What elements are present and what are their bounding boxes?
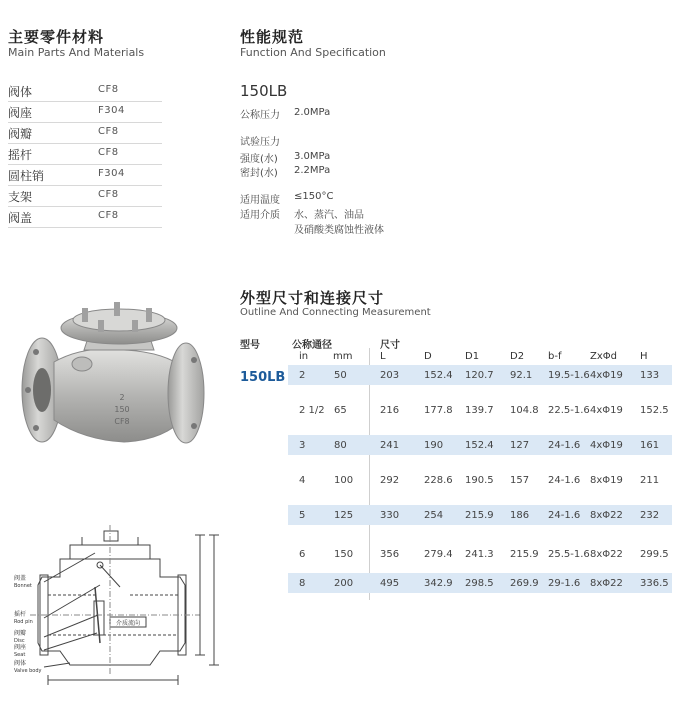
dimensions-title-cn: 外型尺寸和连接尺寸 (240, 289, 385, 307)
part-material: F304 (98, 105, 125, 116)
header-in: in (299, 351, 309, 362)
table-cell: 356 (380, 549, 400, 560)
part-material: CF8 (98, 147, 119, 158)
table-cell: 241 (380, 440, 400, 451)
part-material: CF8 (98, 126, 119, 137)
table-cell: 186 (510, 510, 530, 521)
table-cell: 120.7 (465, 370, 494, 381)
nameplate-text: 介质流向 (115, 620, 141, 627)
table-cell: 80 (334, 440, 347, 451)
table-cell: 330 (380, 510, 400, 521)
table-cell: 203 (380, 370, 400, 381)
label-bonnet-en: Bonnet (14, 583, 32, 589)
dimensions-title-en: Outline And Connecting Measurement (240, 307, 431, 318)
label-seat-cn: 阀座 (14, 644, 27, 651)
function-title-cn: 性能规范 (240, 28, 305, 46)
table-cell: 215.9 (510, 549, 539, 560)
table-cell: 215.9 (465, 510, 494, 521)
material-row (8, 186, 162, 207)
table-cell: 190.5 (465, 475, 494, 486)
header-nominal: 公称通径 (292, 340, 332, 351)
table-cell: 336.5 (640, 578, 669, 589)
table-cell: 190 (424, 440, 444, 451)
column-header: D (424, 351, 432, 362)
column-header: D2 (510, 351, 525, 362)
table-row (288, 400, 672, 420)
table-cell: 292 (380, 475, 400, 486)
valve-photo (14, 290, 224, 465)
table-cell: 279.4 (424, 549, 453, 560)
medium-label: 适用介质 (240, 210, 280, 221)
part-material: CF8 (98, 84, 119, 95)
column-header: H (640, 351, 648, 362)
table-cell: 8xΦ22 (590, 549, 623, 560)
table-row (288, 365, 672, 385)
table-row (288, 470, 672, 490)
table-cell: 495 (380, 578, 400, 589)
part-name: 阀盖 (8, 211, 33, 225)
body-mark-size: 2 (119, 393, 125, 402)
table-cell: 24-1.6 (548, 510, 581, 521)
temperature-label: 适用温度 (240, 195, 280, 206)
label-body-en: Valve body (14, 668, 42, 674)
medium-value-1: 水、蒸汽、油品 (294, 210, 364, 221)
table-cell: 139.7 (465, 405, 494, 416)
table-cell: 4xΦ19 (590, 370, 623, 381)
table-cell: 152.4 (424, 370, 453, 381)
header-model: 型号 (240, 340, 260, 351)
table-cell: 269.9 (510, 578, 539, 589)
table-cell: 3 (299, 440, 306, 451)
column-header: D1 (465, 351, 480, 362)
function-title-en: Function And Specification (240, 46, 386, 59)
strength-label: 强度(水) (240, 154, 278, 165)
material-row (8, 165, 162, 186)
part-name: 支架 (8, 190, 33, 204)
temperature-value: ≤150°C (294, 191, 334, 202)
table-cell: 2 1/2 (299, 405, 325, 416)
table-cell: 211 (640, 475, 660, 486)
table-cell: 4xΦ19 (590, 440, 623, 451)
table-cell: 177.8 (424, 405, 453, 416)
medium-value-2: 及硝酸类腐蚀性液体 (294, 225, 384, 236)
table-cell: 8xΦ22 (590, 510, 623, 521)
table-cell: 299.5 (640, 549, 669, 560)
table-cell: 161 (640, 440, 660, 451)
table-cell: 92.1 (510, 370, 533, 381)
table-cell: 228.6 (424, 475, 453, 486)
material-row (8, 123, 162, 144)
table-cell: 241.3 (465, 549, 494, 560)
label-rodpin-en: Rod pin (14, 619, 33, 625)
table-cell: 25.5-1.6 (548, 549, 590, 560)
header-mm: mm (333, 351, 353, 362)
pressure-class: 150LB (240, 82, 288, 100)
label-disc-cn: 阀瓣 (14, 630, 27, 637)
table-cell: 104.8 (510, 405, 539, 416)
table-cell: 50 (334, 370, 347, 381)
column-header: L (380, 351, 386, 362)
part-name: 阀体 (8, 85, 33, 99)
table-cell: 19.5-1.6 (548, 370, 590, 381)
table-cell: 8xΦ19 (590, 475, 623, 486)
table-row (288, 544, 672, 564)
table-cell: 29-1.6 (548, 578, 581, 589)
part-material: CF8 (98, 210, 119, 221)
table-row (288, 435, 672, 455)
body-mark-material: CF8 (114, 417, 130, 426)
seal-value: 2.2MPa (294, 165, 331, 176)
table-cell: 100 (334, 475, 354, 486)
table-cell: 133 (640, 370, 660, 381)
part-name: 阀瓣 (8, 127, 33, 141)
material-row (8, 102, 162, 123)
nominal-pressure-label: 公称压力 (240, 110, 280, 121)
label-rodpin-cn: 摇杆 (14, 611, 27, 618)
table-cell: 22.5-1.6 (548, 405, 590, 416)
materials-title-en: Main Parts And Materials (8, 46, 145, 59)
table-cell: 216 (380, 405, 400, 416)
table-cell: 4xΦ19 (590, 405, 623, 416)
nominal-pressure-value: 2.0MPa (294, 107, 331, 118)
table-cell: 200 (334, 578, 354, 589)
table-cell: 150 (334, 549, 354, 560)
label-bonnet-cn: 阀盖 (14, 575, 27, 582)
table-cell: 24-1.6 (548, 440, 581, 451)
section-drawing (0, 525, 235, 700)
part-name: 阀座 (8, 106, 33, 120)
part-name: 摇杆 (8, 148, 33, 162)
header-size: 尺寸 (380, 340, 400, 351)
table-row (288, 573, 672, 593)
material-row (8, 207, 162, 228)
table-cell: 254 (424, 510, 444, 521)
table-cell: 65 (334, 405, 347, 416)
table-cell: 2 (299, 370, 306, 381)
material-row (8, 144, 162, 165)
table-cell: 24-1.6 (548, 475, 581, 486)
table-cell: 125 (334, 510, 354, 521)
test-pressure-label: 试验压力 (240, 137, 280, 148)
table-row (288, 505, 672, 525)
table-cell: 232 (640, 510, 660, 521)
materials-title-cn: 主要零件材料 (8, 28, 105, 46)
seal-label: 密封(水) (240, 168, 278, 179)
label-seat-en: Seat (14, 652, 26, 658)
table-cell: 152.5 (640, 405, 669, 416)
material-row (8, 81, 162, 102)
column-header: ZxΦd (590, 351, 617, 362)
table-cell: 5 (299, 510, 306, 521)
table-cell: 157 (510, 475, 530, 486)
body-mark-class: 150 (114, 405, 130, 414)
label-disc-en: Disc (14, 638, 25, 644)
strength-value: 3.0MPa (294, 151, 331, 162)
table-cell: 127 (510, 440, 530, 451)
table-cell: 6 (299, 549, 306, 560)
table-cell: 342.9 (424, 578, 453, 589)
table-cell: 4 (299, 475, 306, 486)
label-body-cn: 阀体 (14, 660, 27, 667)
table-cell: 8xΦ22 (590, 578, 623, 589)
part-name: 圆柱销 (8, 169, 45, 183)
part-material: CF8 (98, 189, 119, 200)
part-material: F304 (98, 168, 125, 179)
table-cell: 8 (299, 578, 306, 589)
table-cell: 152.4 (465, 440, 494, 451)
column-header: b-f (548, 351, 562, 362)
table-cell: 298.5 (465, 578, 494, 589)
model-label: 150LB (240, 370, 286, 385)
